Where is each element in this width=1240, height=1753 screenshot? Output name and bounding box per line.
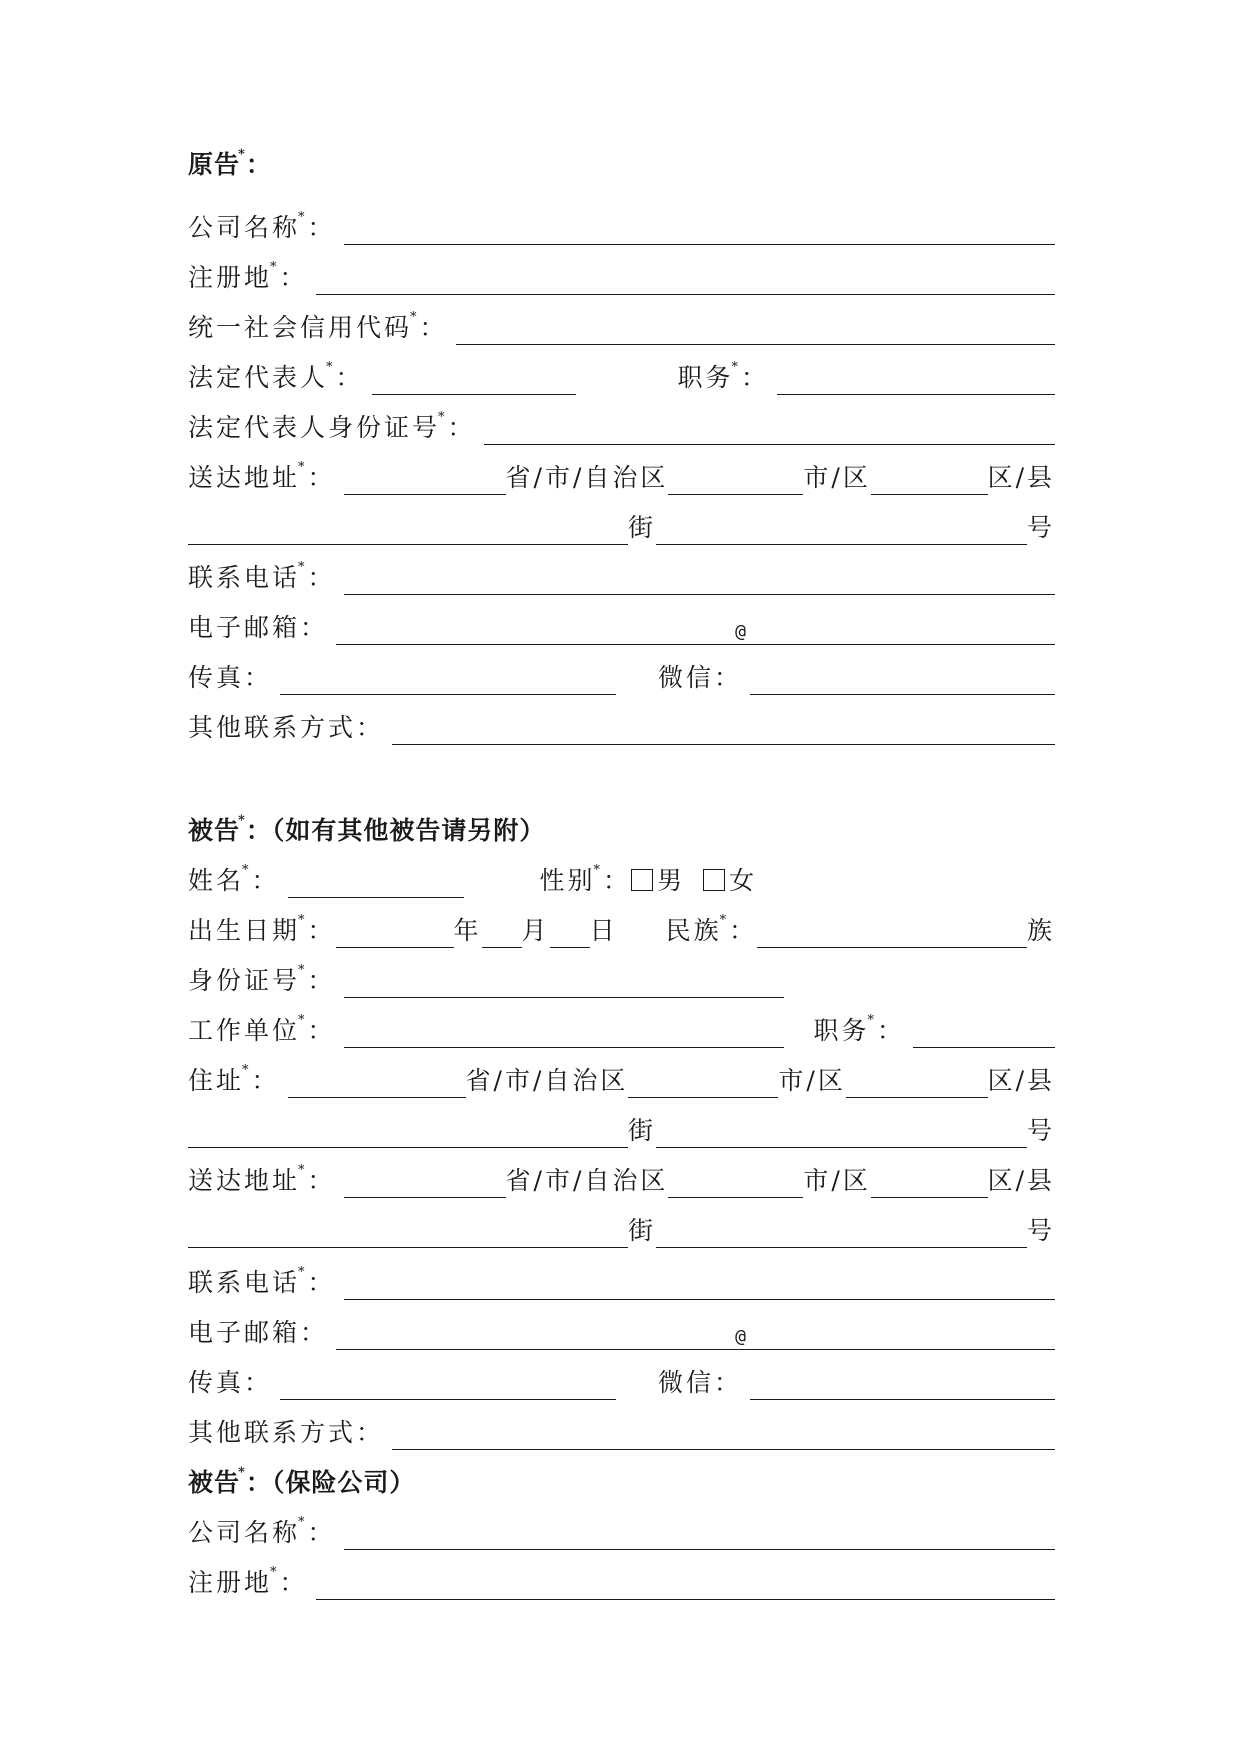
field-label: 公司名称*： [188, 210, 336, 242]
defendant-fax-input[interactable] [280, 1371, 616, 1400]
plaintiff-fax-input[interactable] [280, 666, 616, 695]
field-label: 住址*： [188, 1063, 280, 1095]
plaintiff-province-input[interactable] [344, 466, 506, 495]
plaintiff-legal-rep-input[interactable] [372, 366, 576, 395]
address-part-label: 街 [628, 1116, 657, 1145]
defendant-birth-row [188, 908, 1055, 948]
checkbox-icon[interactable] [631, 869, 653, 891]
defendant-heading: 被告*：（如有其他被告请另附） [188, 813, 546, 845]
date-part-label: 日 [589, 916, 618, 945]
defendant-residence-row [188, 1058, 1055, 1098]
defendant-county-input[interactable] [871, 1169, 988, 1198]
field-label: 其他联系方式： [188, 713, 385, 742]
plaintiff-legal-rep-id-row [188, 405, 1055, 445]
address-part-label: 省/市/自治区 [505, 463, 669, 492]
field-label: 联系电话*： [188, 560, 336, 592]
defendant-delivery-address-row [188, 1158, 1055, 1198]
plaintiff-number-input[interactable] [656, 516, 1027, 545]
residence-number-input[interactable] [656, 1119, 1027, 1148]
field-label: 身份证号*： [188, 963, 336, 995]
address-part-label: 号 [1026, 1116, 1055, 1145]
plaintiff-other-contact-row [188, 705, 1055, 745]
gender-male-option[interactable]: 男 [631, 868, 685, 898]
plaintiff-credit-code-input[interactable] [456, 316, 1055, 345]
insurer-heading-row [188, 1460, 1055, 1500]
defendant-employer-row [188, 1008, 1055, 1048]
defendant-name-input[interactable] [288, 869, 464, 898]
defendant-fax-row [188, 1360, 1055, 1400]
field-label: 联系电话*： [188, 1265, 336, 1297]
plaintiff-phone-row [188, 555, 1055, 595]
field-label: 性别*： [539, 863, 632, 895]
plaintiff-heading-row [188, 142, 1055, 182]
plaintiff-credit-code-row [188, 305, 1055, 345]
defendant-street-row [188, 1208, 1055, 1248]
defendant-id-input[interactable] [344, 969, 784, 998]
checkbox-icon[interactable] [703, 869, 725, 891]
field-label: 送达地址*： [188, 1163, 336, 1195]
address-part-label: 市/区 [803, 1166, 871, 1195]
plaintiff-delivery-address-row [188, 455, 1055, 495]
address-part-label: 号 [1026, 1216, 1055, 1245]
field-label: 职务*： [813, 1013, 906, 1045]
defendant-employer-input[interactable] [344, 1019, 784, 1048]
insurer-heading: 被告*：（保险公司） [188, 1465, 416, 1497]
defendant-wechat-input[interactable] [750, 1371, 1055, 1400]
address-part-label: 市/区 [778, 1066, 846, 1095]
residence-street-row [188, 1108, 1055, 1148]
field-label: 送达地址*： [188, 460, 336, 492]
address-part-label: 省/市/自治区 [465, 1066, 629, 1095]
address-part-label: 市/区 [803, 463, 871, 492]
field-label: 姓名*： [188, 863, 280, 895]
field-label: 法定代表人身份证号*： [188, 410, 476, 442]
at-sign: @ [735, 621, 746, 642]
gender-female-option[interactable]: 女 [703, 868, 757, 898]
plaintiff-company-name-input[interactable] [344, 216, 1055, 245]
plaintiff-legal-rep-row [188, 355, 1055, 395]
plaintiff-other-contact-input[interactable] [392, 716, 1055, 745]
field-label: 注册地*： [188, 260, 308, 292]
plaintiff-city-input[interactable] [668, 466, 803, 495]
field-label: 其他联系方式： [188, 1418, 385, 1447]
plaintiff-email-row [188, 605, 1055, 645]
insurer-registered-address-input[interactable] [316, 1571, 1055, 1600]
plaintiff-street-row [188, 505, 1055, 545]
defendant-id-row [188, 958, 1055, 998]
address-part-label: 街 [628, 513, 657, 542]
residence-county-input[interactable] [846, 1069, 988, 1098]
defendant-heading-row [188, 808, 1055, 848]
defendant-email-row [188, 1310, 1055, 1350]
field-label: 民族*： [665, 913, 758, 945]
defendant-email-input[interactable] [336, 1321, 1055, 1350]
plaintiff-phone-input[interactable] [344, 566, 1055, 595]
plaintiff-registered-address-input[interactable] [316, 266, 1055, 295]
ethnicity-input[interactable] [757, 919, 1027, 948]
plaintiff-email-input[interactable] [336, 616, 1055, 645]
insurer-registered-address-row [188, 1560, 1055, 1600]
defendant-phone-row [188, 1260, 1055, 1300]
address-part-label: 区/县 [987, 1066, 1055, 1095]
date-part-label: 年 [453, 916, 482, 945]
field-label: 传真： [188, 1368, 273, 1397]
defendant-city-input[interactable] [668, 1169, 803, 1198]
address-part-label: 区/县 [987, 463, 1055, 492]
plaintiff-county-input[interactable] [871, 466, 988, 495]
defendant-other-contact-input[interactable] [392, 1421, 1055, 1450]
field-label: 统一社会信用代码*： [188, 310, 448, 342]
address-part-label: 号 [1026, 513, 1055, 542]
plaintiff-company-name-row [188, 205, 1055, 245]
field-label: 微信： [658, 1368, 743, 1397]
defendant-province-input[interactable] [344, 1169, 506, 1198]
residence-city-input[interactable] [628, 1069, 778, 1098]
field-label: 电子邮箱： [188, 1318, 329, 1347]
field-label: 出生日期*： [188, 913, 336, 945]
field-label: 法定代表人*： [188, 360, 364, 392]
field-label: 微信： [658, 663, 743, 692]
defendant-name-row [188, 858, 1055, 898]
field-label: 传真： [188, 663, 273, 692]
defendant-street-input[interactable] [188, 1219, 628, 1248]
ethnicity-suffix: 族 [1026, 916, 1055, 945]
plaintiff-wechat-input[interactable] [750, 666, 1055, 695]
defendant-position-input[interactable] [913, 1019, 1055, 1048]
defendant-number-input[interactable] [656, 1219, 1027, 1248]
plaintiff-position-input[interactable] [777, 366, 1055, 395]
field-label: 工作单位*： [188, 1013, 336, 1045]
plaintiff-street-input[interactable] [188, 516, 628, 545]
plaintiff-heading: 原告*： [188, 147, 272, 179]
field-label: 公司名称*： [188, 1515, 336, 1547]
defendant-phone-input[interactable] [344, 1271, 1055, 1300]
field-label: 电子邮箱： [188, 613, 329, 642]
field-label: 职务*： [677, 360, 770, 392]
birth-day-input[interactable] [550, 919, 590, 948]
birth-year-input[interactable] [336, 919, 454, 948]
field-label: 注册地*： [188, 1565, 308, 1597]
address-part-label: 区/县 [987, 1166, 1055, 1195]
residence-street-input[interactable] [188, 1119, 628, 1148]
date-part-label: 月 [521, 916, 550, 945]
insurer-company-name-row [188, 1510, 1055, 1550]
address-part-label: 街 [628, 1216, 657, 1245]
insurer-company-name-input[interactable] [344, 1521, 1055, 1550]
plaintiff-registered-address-row [188, 255, 1055, 295]
plaintiff-fax-row [188, 655, 1055, 695]
plaintiff-legal-rep-id-input[interactable] [484, 416, 1055, 445]
at-sign: @ [735, 1326, 746, 1347]
address-part-label: 省/市/自治区 [505, 1166, 669, 1195]
birth-month-input[interactable] [482, 919, 522, 948]
residence-province-input[interactable] [288, 1069, 466, 1098]
defendant-other-contact-row [188, 1410, 1055, 1450]
